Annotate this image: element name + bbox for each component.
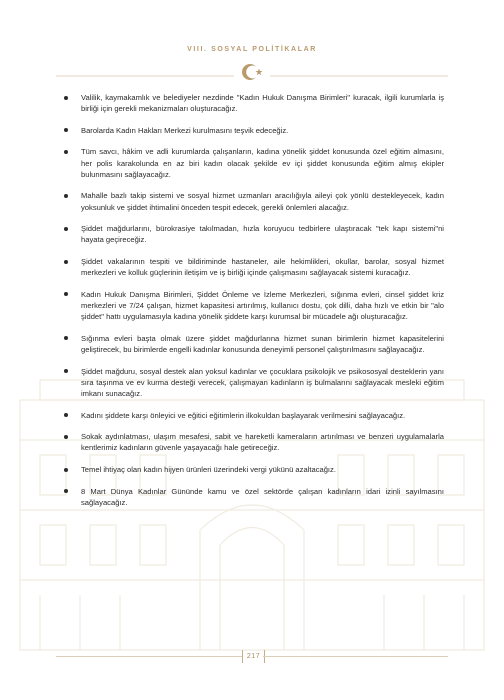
list-item-text: Sokak aydınlatması, ulaşım mesafesi, sabit ve hareketli kameraların artırılması ve benzeri uygulamalarla kentlerimiz kadınların güvenle yaşayacağı hale getireceğiz. bbox=[81, 432, 444, 453]
list-item-text: Temel ihtiyaç olan kadın hijyen ürünleri üzerindeki vergi yükünü azaltacağız. bbox=[81, 464, 336, 474]
bullet-icon bbox=[64, 227, 68, 231]
section-title: VIII. SOSYAL POLİTİKALAR bbox=[187, 46, 317, 53]
list-item bbox=[64, 125, 444, 136]
bullet-icon bbox=[64, 96, 68, 100]
list-item bbox=[64, 431, 444, 453]
list-item-text: Sığınma evleri başta olmak üzere şiddet mağdurlarına hizmet sunan birimlerin hizmet kapasitelerini geliştirecek, bu birimlerde engelli kadınlar konusunda deneyimli personel çalıştırılmasını sağlayacağız. bbox=[81, 333, 444, 354]
list-item bbox=[64, 256, 444, 278]
list-item bbox=[64, 486, 444, 508]
content-area bbox=[64, 92, 444, 518]
footer-rule-right bbox=[263, 656, 448, 657]
bullet-icon bbox=[64, 260, 68, 264]
page-number: 217 bbox=[242, 650, 265, 663]
list-item-text: Şiddet mağdurlarını, bürokrasiye takılmadan, hızla koruyucu tedbirlere ulaştıracak "tek kapı sistemi"ni hayata geçireceğiz. bbox=[81, 224, 444, 245]
list-item-text: Valilik, kaymakamlık ve belediyeler nezdinde ''Kadın Hukuk Danışma Birimleri'' kuracak, ilgili kurumlarla iş birliği için gerekli mekanizmaları oluşturacağız. bbox=[81, 93, 444, 114]
list-item-text: Barolarda Kadın Hakları Merkezi kurulmasını teşvik edeceğiz. bbox=[81, 125, 289, 135]
list-item-text: Mahalle bazlı takip sistemi ve sosyal hizmet uzmanları aracılığıyla aileyi çok yönlü destekleyecek, kadın yoksunluk ve şiddet ihtimalini önceden tespit edecek, gerekli önlemleri alacağız. bbox=[81, 191, 444, 212]
list-item bbox=[64, 289, 444, 323]
list-item-text: Şiddet mağduru, sosyal destek alan yoksul kadınlar ve çocuklara psikolojik ve psikososyal desteklerin yanı sıra taşınma ve ev kurma desteği verecek, çalışmayan kadınların iş bulmalarını sağlayacak mesleki eğitim imkanı sunacağız. bbox=[81, 366, 444, 398]
bullet-icon bbox=[64, 489, 68, 493]
list-item bbox=[64, 464, 444, 475]
bullet-icon bbox=[64, 292, 68, 296]
bullet-icon bbox=[64, 336, 68, 340]
bullet-icon bbox=[64, 369, 68, 373]
policy-bullet-list bbox=[64, 92, 444, 508]
bullet-icon bbox=[64, 150, 68, 154]
crescent-star-icon bbox=[242, 64, 263, 80]
list-item-text: Kadını şiddete karşı önleyici ve eğitici eğitimlerin ilkokuldan başlayarak verilmesini sağlayacağız. bbox=[81, 410, 406, 420]
bullet-icon bbox=[64, 194, 68, 198]
list-item bbox=[64, 333, 444, 355]
list-item bbox=[64, 223, 444, 245]
list-item-text: Şiddet vakalarının tespiti ve bildiriminde hastaneler, aile hekimlikleri, okullar, barolar, sosyal hizmet merkezleri ve kolluk güçlerinin iletişim ve iş birliği içinde çalışmasını sağlayacak sistemi kuracağız. bbox=[81, 256, 444, 278]
list-item bbox=[64, 146, 444, 180]
header-rule bbox=[56, 60, 448, 84]
bullet-icon bbox=[64, 468, 68, 472]
list-item-text: Tüm savcı, hâkim ve adli kurumlarda çalışanların, kadına yönelik şiddet konusunda özel eğitim almasını, her polis karakolunda en az biri kadın olacak şekilde ev içi şiddet konusunda eğitim almış ekipler bulunmasını sağlayacağız. bbox=[81, 147, 444, 179]
bullet-icon bbox=[64, 435, 68, 439]
list-item bbox=[64, 92, 444, 114]
footer-rule-left bbox=[56, 656, 242, 657]
bullet-icon bbox=[64, 413, 68, 417]
list-item bbox=[64, 366, 444, 400]
list-item-text: 8 Mart Dünya Kadınlar Gününde kamu ve özel sektörde çalışan kadınların idari izinli sayılmasını sağlayacağız. bbox=[81, 486, 444, 507]
list-item bbox=[64, 190, 444, 212]
list-item bbox=[64, 410, 444, 421]
list-item-text: Kadın Hukuk Danışma Birimleri, Şiddet Önleme ve İzleme Merkezleri, sığınma evleri, cinsel şiddet kriz merkezleri ve 7/24 çalışan, hizmet kapasitesi artırılmış, kullanıcı dostu, çok dilli, daha hızlı ve etkin bir "alo şiddet" hattı uygulamasıyla kadına yönelik şiddete karşı kurumsal bir mücadele ağı oluşturacağız. bbox=[81, 289, 444, 322]
bullet-icon bbox=[64, 128, 68, 132]
